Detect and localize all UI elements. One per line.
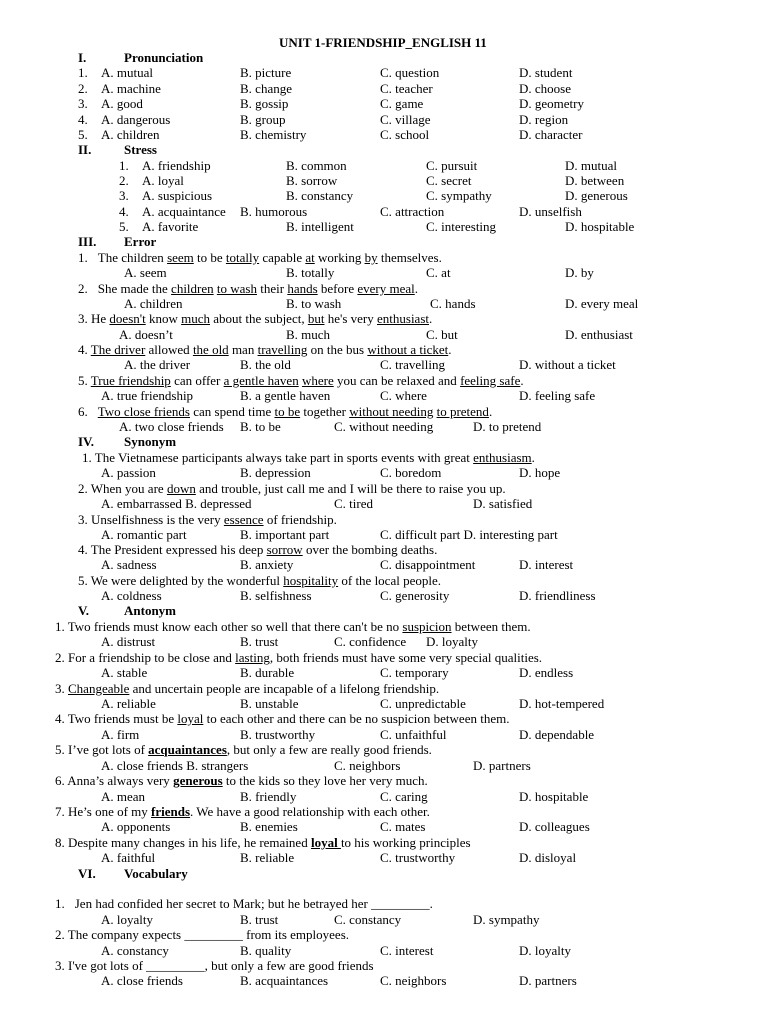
option: B. acquaintances [240,973,329,988]
option: A. loyalty [101,912,153,927]
option: D. colleagues [519,819,590,834]
option: D. mutual [565,158,617,173]
option: A. suspicious [142,188,213,203]
section-number: III. [78,234,97,249]
section-number: II. [78,142,92,157]
option: C. but [426,327,458,342]
option: A. children [101,127,160,142]
question-stem: 5. True friendship can offer a gentle haven where you can be relaxed and feeling safe. [78,373,524,388]
question-number: 4. [119,204,129,219]
option: D. character [519,127,583,142]
option: D. interest [519,557,574,572]
question-stem: 3. He doesn't know much about the subject, but he's very enthusiast. [78,311,433,326]
option: C. secret [426,173,472,188]
option: D. by [565,265,594,280]
section-title: Synonym [124,434,177,449]
option: B. picture [240,65,292,80]
option: B. group [240,112,286,127]
option: D. dependable [519,727,595,742]
option: B. the old [240,357,291,372]
option: A. close friends [101,973,183,988]
option: B. friendly [240,789,297,804]
option: B. chemistry [240,127,307,142]
option: A. seem [124,265,167,280]
option: C. without needing [334,419,434,434]
option: B. change [240,81,292,96]
option: A. stable [101,665,148,680]
section-number: VI. [78,866,96,881]
option: D. geometry [519,96,584,111]
option: C. caring [380,789,428,804]
section-title: Vocabulary [124,866,188,881]
option: B. sorrow [286,173,338,188]
question-stem: 2. She made the children to wash their hands before every meal. [78,281,418,296]
option: A. true friendship [101,388,194,403]
option: C. mates [380,819,426,834]
option: A. doesn’t [119,327,173,342]
option: D. feeling safe [519,388,596,403]
option: C. confidence [334,634,407,649]
option: D. unselfish [519,204,582,219]
question-number: 1. [119,158,129,173]
option: C. school [380,127,430,142]
option: C. where [380,388,427,403]
option: C. boredom [380,465,442,480]
option: A. constancy [101,943,169,958]
option: C. disappointment [380,557,476,572]
option: C. attraction [380,204,445,219]
question-stem: 2. When you are down and trouble, just call me and I will be there to raise you up. [78,481,506,496]
option: D. satisfied [473,496,533,511]
option: D. enthusiast [565,327,633,342]
option: D. sympathy [473,912,540,927]
option: C. neighbors [334,758,401,773]
option: B. enemies [240,819,298,834]
option: D. loyalty [519,943,571,958]
option: D. loyalty [426,634,478,649]
option: D. partners [519,973,577,988]
option: B. quality [240,943,292,958]
option: B. common [286,158,347,173]
question-stem: 1. The children seem to be totally capable at working by themselves. [78,250,442,265]
option: A. two close friends [119,419,224,434]
option: B. much [286,327,331,342]
question-number: 2. [119,173,129,188]
option: B. trustworthy [240,727,316,742]
option: A. loyal [142,173,184,188]
question-stem: 8. Despite many changes in his life, he remained loyal to his working principles [55,835,471,850]
option: D. choose [519,81,571,96]
option: C. question [380,65,440,80]
option: C. interest [380,943,434,958]
option: A. embarrassed B. depressed [101,496,252,511]
option: A. friendship [142,158,211,173]
option: B. to wash [286,296,342,311]
question-stem: 5. I’ve got lots of acquaintances, but only a few are really good friends. [55,742,432,757]
question-stem: 4. Two friends must be loyal to each other and there can be no suspicion between them. [55,711,510,726]
section-title: Error [124,234,157,249]
question-stem: 1. The Vietnamese participants always take part in sports events with great enthusiasm. [82,450,535,465]
option: C. unfaithful [380,727,447,742]
option: D. to pretend [473,419,542,434]
option: D. hospitable [519,789,589,804]
option: B. selfishness [240,588,312,603]
question-number: 4. [78,112,88,127]
question-stem: 7. He’s one of my friends. We have a good relationship with each other. [55,804,430,819]
option: A. favorite [142,219,199,234]
option: B. to be [240,419,281,434]
question-stem: 3. I've got lots of _________, but only a few are good friends [55,958,374,973]
option: D. disloyal [519,850,577,865]
option: D. hospitable [565,219,635,234]
option: D. hope [519,465,561,480]
option: A. acquaintance [142,204,226,219]
option: D. every meal [565,296,639,311]
option: A. machine [101,81,161,96]
question-stem: 1. Two friends must know each other so well that there can't be no suspicion between them. [55,619,531,634]
question-number: 1. [78,65,88,80]
option: C. trustworthy [380,850,456,865]
option: C. teacher [380,81,433,96]
section-number: I. [78,50,87,65]
section-number: IV. [78,434,95,449]
option: B. a gentle haven [240,388,331,403]
option: C. travelling [380,357,445,372]
question-stem: 1. Jen had confided her secret to Mark; but he betrayed her _________. [55,896,433,911]
question-stem: 3. Unselfishness is the very essence of friendship. [78,512,337,527]
option: D. without a ticket [519,357,616,372]
section-title: Stress [124,142,157,157]
option: C. sympathy [426,188,492,203]
option: B. depression [240,465,311,480]
option: C. interesting [426,219,497,234]
option: D. region [519,112,569,127]
question-stem: 4. The President expressed his deep sorrow over the bombing deaths. [78,542,438,557]
option: A. opponents [101,819,171,834]
option: A. mean [101,789,146,804]
option: A. firm [101,727,140,742]
option: C. unpredictable [380,696,466,711]
option: C. hands [430,296,476,311]
question-number: 2. [78,81,88,96]
option: B. constancy [286,188,354,203]
option: A. the driver [124,357,191,372]
option: C. game [380,96,424,111]
question-number: 5. [119,219,129,234]
option: A. faithful [101,850,156,865]
option: A. good [101,96,143,111]
option: D. friendliness [519,588,596,603]
option: C. at [426,265,451,280]
question-stem: 6. Anna’s always very generous to the kids so they love her very much. [55,773,428,788]
option: C. neighbors [380,973,447,988]
option: B. intelligent [286,219,354,234]
question-number: 3. [78,96,88,111]
question-stem: 4. The driver allowed the old man travelling on the bus without a ticket. [78,342,452,357]
option: D. generous [565,188,628,203]
option: A. coldness [101,588,162,603]
option: A. dangerous [101,112,171,127]
option: C. constancy [334,912,402,927]
question-stem: 2. The company expects _________ from its employees. [55,927,350,942]
option: B. important part [240,527,330,542]
section-title: Antonym [124,603,177,618]
option: D. student [519,65,573,80]
option: D. endless [519,665,574,680]
section-number: V. [78,603,89,618]
page-title: UNIT 1-FRIENDSHIP_ENGLISH 11 [279,35,487,50]
question-stem: 2. For a friendship to be close and lasting, both friends must have some very special qualities. [55,650,543,665]
option: C. difficult part D. interesting part [380,527,558,542]
option: B. trust [240,634,279,649]
option: B. unstable [240,696,299,711]
question-number: 5. [78,127,88,142]
option: C. pursuit [426,158,478,173]
question-stem: 5. We were delighted by the wonderful hospitality of the local people. [78,573,441,588]
option: B. reliable [240,850,295,865]
option: A. distrust [101,634,156,649]
option: A. children [124,296,183,311]
option: B. totally [286,265,335,280]
option: C. temporary [380,665,449,680]
option: A. romantic part [101,527,187,542]
option: A. reliable [101,696,156,711]
option: A. sadness [101,557,157,572]
option: C. tired [334,496,373,511]
question-number: 3. [119,188,129,203]
option: D. hot-tempered [519,696,605,711]
option: B. humorous [240,204,308,219]
option: C. generosity [380,588,450,603]
question-stem: 6. Two close friends can spend time to be together without needing to pretend. [78,404,493,419]
option: B. durable [240,665,295,680]
question-stem: 3. Changeable and uncertain people are incapable of a lifelong friendship. [55,681,440,696]
option: A. close friends B. strangers [101,758,249,773]
option: B. anxiety [240,557,294,572]
option: B. trust [240,912,279,927]
section-title: Pronunciation [124,50,204,65]
option: A. mutual [101,65,153,80]
option: C. village [380,112,431,127]
option: B. gossip [240,96,289,111]
option: D. between [565,173,625,188]
option: A. passion [101,465,156,480]
option: D. partners [473,758,531,773]
